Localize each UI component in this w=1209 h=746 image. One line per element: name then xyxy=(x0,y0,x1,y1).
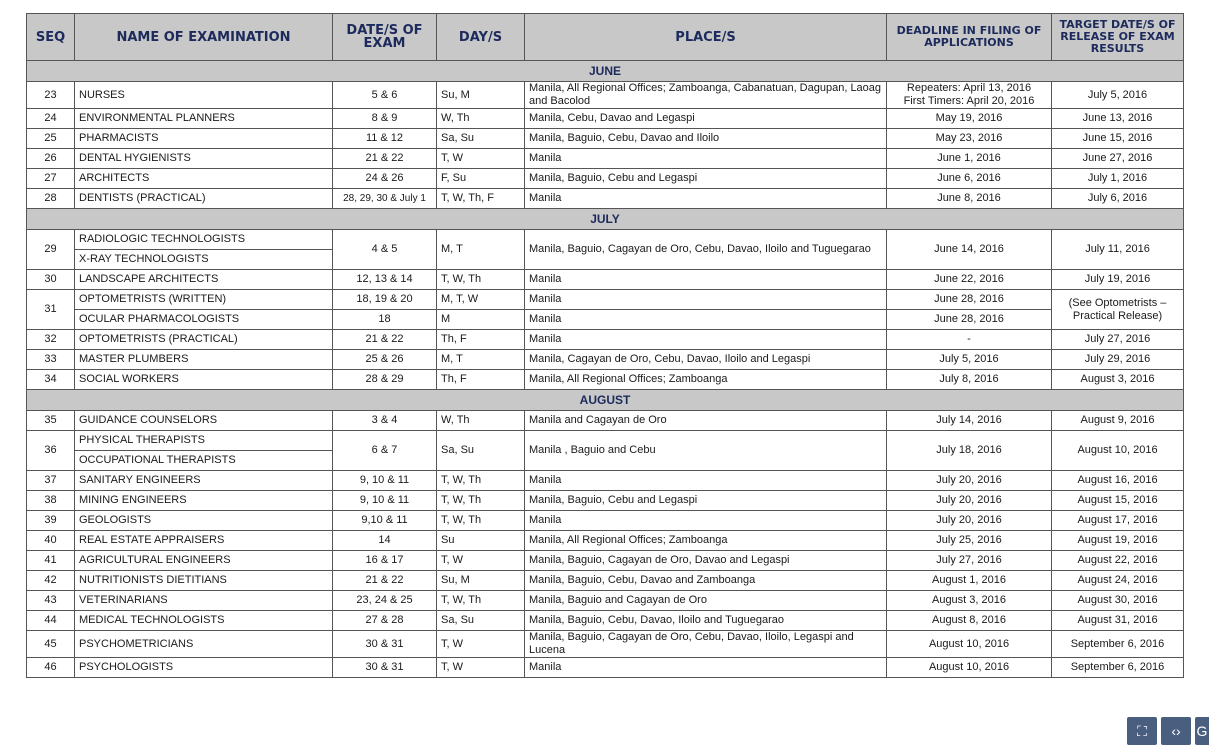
exam-places-cell: Manila xyxy=(525,149,887,169)
exam-days-cell: T, W xyxy=(437,149,525,169)
release-cell: August 3, 2016 xyxy=(1052,370,1184,390)
exam-dates-cell: 25 & 26 xyxy=(333,350,437,370)
exam-dates-cell: 30 & 31 xyxy=(333,658,437,678)
exam-name-cell: NURSES xyxy=(75,82,333,109)
exam-name-cell: SANITARY ENGINEERS xyxy=(75,471,333,491)
exam-days-cell: T, W, Th xyxy=(437,270,525,290)
deadline-cell: July 25, 2016 xyxy=(887,531,1052,551)
exam-places-cell: Manila xyxy=(525,471,887,491)
exam-name-cell: GUIDANCE COUNSELORS xyxy=(75,411,333,431)
release-cell: June 15, 2016 xyxy=(1052,129,1184,149)
seq-cell: 39 xyxy=(27,511,75,531)
release-cell: August 16, 2016 xyxy=(1052,471,1184,491)
seq-cell: 27 xyxy=(27,169,75,189)
exam-days-cell: T, W xyxy=(437,551,525,571)
exam-places-cell: Manila, All Regional Offices; Zamboanga, Cabanatuan, Dagupan, Laoag and Bacolod xyxy=(525,82,887,109)
exam-places-cell: Manila xyxy=(525,310,887,330)
exam-days-cell: T, W, Th xyxy=(437,471,525,491)
seq-cell: 40 xyxy=(27,531,75,551)
exam-places-cell: Manila, Baguio, Cagayan de Oro, Davao and Legaspi xyxy=(525,551,887,571)
table-row xyxy=(27,658,1184,678)
exam-dates-cell: 23, 24 & 25 xyxy=(333,591,437,611)
exam-places-cell: Manila, Baguio, Cebu, Davao and Iloilo xyxy=(525,129,887,149)
exam-dates-cell: 5 & 6 xyxy=(333,82,437,109)
deadline-first-timers: First Timers: April 20, 2016 xyxy=(903,95,1035,107)
release-cell: July 29, 2016 xyxy=(1052,350,1184,370)
exam-places-cell: Manila, Baguio, Cebu, Davao and Zamboanga xyxy=(525,571,887,591)
exam-days-cell: T, W xyxy=(437,658,525,678)
release-cell: July 6, 2016 xyxy=(1052,189,1184,209)
exam-days-cell: M, T, W xyxy=(437,290,525,310)
seq-cell: 29 xyxy=(27,230,75,270)
exam-dates-cell: 28, 29, 30 & July 1 xyxy=(333,189,437,209)
table-row xyxy=(27,129,1184,149)
exam-dates-cell: 11 & 12 xyxy=(333,129,437,149)
exam-name-cell: GEOLOGISTS xyxy=(75,511,333,531)
exam-name-cell: PHYSICAL THERAPISTS xyxy=(75,431,333,451)
table-row xyxy=(27,411,1184,431)
exam-name-cell: LANDSCAPE ARCHITECTS xyxy=(75,270,333,290)
exam-dates-cell: 9, 10 & 11 xyxy=(333,491,437,511)
exam-places-cell: Manila xyxy=(525,658,887,678)
exam-name-cell: PSYCHOLOGISTS xyxy=(75,658,333,678)
exam-days-cell: T, W, Th xyxy=(437,491,525,511)
seq-cell: 37 xyxy=(27,471,75,491)
exam-places-cell: Manila, Baguio, Cebu, Davao, Iloilo and Tuguegarao xyxy=(525,611,887,631)
deadline-cell: August 10, 2016 xyxy=(887,631,1052,658)
release-cell: August 24, 2016 xyxy=(1052,571,1184,591)
exam-dates-cell: 6 & 7 xyxy=(333,431,437,471)
release-cell: August 15, 2016 xyxy=(1052,491,1184,511)
seq-cell: 36 xyxy=(27,431,75,471)
deadline-cell: - xyxy=(887,330,1052,350)
exam-schedule-table xyxy=(26,13,1184,678)
collapse-arrows-icon[interactable]: ‹› xyxy=(1161,717,1191,745)
seq-cell: 41 xyxy=(27,551,75,571)
deadline-cell: July 5, 2016 xyxy=(887,350,1052,370)
exam-dates-cell: 16 & 17 xyxy=(333,551,437,571)
table-row xyxy=(27,631,1184,658)
table-row xyxy=(27,290,1184,310)
deadline-cell: July 20, 2016 xyxy=(887,511,1052,531)
seq-cell: 31 xyxy=(27,290,75,330)
month-june: JUNE xyxy=(27,61,1184,82)
deadline-cell xyxy=(887,82,1052,109)
table-row xyxy=(27,491,1184,511)
release-cell: August 17, 2016 xyxy=(1052,511,1184,531)
table-row xyxy=(27,189,1184,209)
release-cell: (See Optometrists – Practical Release) xyxy=(1052,290,1184,330)
deadline-cell: May 19, 2016 xyxy=(887,109,1052,129)
release-cell: August 9, 2016 xyxy=(1052,411,1184,431)
exam-name-cell: MEDICAL TECHNOLOGISTS xyxy=(75,611,333,631)
table-row xyxy=(27,310,1184,330)
seq-cell: 35 xyxy=(27,411,75,431)
deadline-cell: June 1, 2016 xyxy=(887,149,1052,169)
table-row xyxy=(27,169,1184,189)
exam-days-cell: M xyxy=(437,310,525,330)
exam-name-cell: OCULAR PHARMACOLOGISTS xyxy=(75,310,333,330)
exam-days-cell: T, W, Th, F xyxy=(437,189,525,209)
deadline-cell: June 28, 2016 xyxy=(887,290,1052,310)
header-row xyxy=(27,14,1184,61)
release-cell: September 6, 2016 xyxy=(1052,658,1184,678)
exam-dates-cell: 18 xyxy=(333,310,437,330)
exam-name-cell: OPTOMETRISTS (PRACTICAL) xyxy=(75,330,333,350)
exam-days-cell: M, T xyxy=(437,230,525,270)
deadline-cell: May 23, 2016 xyxy=(887,129,1052,149)
release-cell: August 31, 2016 xyxy=(1052,611,1184,631)
table-row xyxy=(27,471,1184,491)
seq-cell: 33 xyxy=(27,350,75,370)
release-cell: July 11, 2016 xyxy=(1052,230,1184,270)
exam-places-cell: Manila xyxy=(525,189,887,209)
exam-places-cell: Manila and Cagayan de Oro xyxy=(525,411,887,431)
deadline-cell: July 18, 2016 xyxy=(887,431,1052,471)
seq-cell: 45 xyxy=(27,631,75,658)
seq-cell: 46 xyxy=(27,658,75,678)
deadline-cell: June 28, 2016 xyxy=(887,310,1052,330)
deadline-cell: August 1, 2016 xyxy=(887,571,1052,591)
exam-dates-cell: 3 & 4 xyxy=(333,411,437,431)
exam-dates-cell: 9, 10 & 11 xyxy=(333,471,437,491)
deadline-cell: August 8, 2016 xyxy=(887,611,1052,631)
table-row xyxy=(27,611,1184,631)
table-row xyxy=(27,149,1184,169)
exam-dates-cell: 28 & 29 xyxy=(333,370,437,390)
release-cell: August 19, 2016 xyxy=(1052,531,1184,551)
seq-cell: 24 xyxy=(27,109,75,129)
exam-name-cell: PSYCHOMETRICIANS xyxy=(75,631,333,658)
table-row xyxy=(27,330,1184,350)
deadline-cell: August 3, 2016 xyxy=(887,591,1052,611)
deadline-cell: July 27, 2016 xyxy=(887,551,1052,571)
exam-dates-cell: 18, 19 & 20 xyxy=(333,290,437,310)
exam-name-cell: MASTER PLUMBERS xyxy=(75,350,333,370)
exam-dates-cell: 21 & 22 xyxy=(333,571,437,591)
table-row xyxy=(27,270,1184,290)
table-row xyxy=(27,230,1184,250)
exam-name-cell: OCCUPATIONAL THERAPISTS xyxy=(75,451,333,471)
exam-days-cell: W, Th xyxy=(437,411,525,431)
exam-days-cell: Su, M xyxy=(437,82,525,109)
exam-days-cell: M, T xyxy=(437,350,525,370)
release-cell: September 6, 2016 xyxy=(1052,631,1184,658)
month-august: AUGUST xyxy=(27,390,1184,411)
exam-name-cell: OPTOMETRISTS (WRITTEN) xyxy=(75,290,333,310)
exam-dates-cell: 12, 13 & 14 xyxy=(333,270,437,290)
exam-name-cell: X-RAY TECHNOLOGISTS xyxy=(75,250,333,270)
exam-places-cell: Manila, All Regional Offices; Zamboanga xyxy=(525,531,887,551)
deadline-repeaters: Repeaters: April 13, 2016 xyxy=(906,82,1032,94)
exam-dates-cell: 30 & 31 xyxy=(333,631,437,658)
exam-dates-cell: 14 xyxy=(333,531,437,551)
exam-name-cell: PHARMACISTS xyxy=(75,129,333,149)
table-row xyxy=(27,591,1184,611)
release-cell: July 1, 2016 xyxy=(1052,169,1184,189)
header-places: PLACE/S xyxy=(525,14,887,61)
table-row xyxy=(27,551,1184,571)
exam-places-cell: Manila xyxy=(525,270,887,290)
table-row xyxy=(27,370,1184,390)
release-cell: August 30, 2016 xyxy=(1052,591,1184,611)
table-row xyxy=(27,109,1184,129)
exam-days-cell: T, W, Th xyxy=(437,511,525,531)
deadline-cell: June 22, 2016 xyxy=(887,270,1052,290)
fullscreen-icon[interactable]: ⛶ xyxy=(1127,717,1157,745)
release-cell: June 27, 2016 xyxy=(1052,149,1184,169)
deadline-cell: June 14, 2016 xyxy=(887,230,1052,270)
exam-places-cell: Manila, Baguio, Cebu and Legaspi xyxy=(525,169,887,189)
release-cell: July 5, 2016 xyxy=(1052,82,1184,109)
exam-days-cell: Th, F xyxy=(437,370,525,390)
exam-places-cell: Manila, Cagayan de Oro, Cebu, Davao, Iloilo and Legaspi xyxy=(525,350,887,370)
seq-cell: 30 xyxy=(27,270,75,290)
release-cell: August 22, 2016 xyxy=(1052,551,1184,571)
exam-places-cell: Manila, Baguio, Cagayan de Oro, Cebu, Davao, Iloilo and Tuguegarao xyxy=(525,230,887,270)
header-days: DAY/S xyxy=(437,14,525,61)
table-row xyxy=(27,350,1184,370)
release-cell: August 10, 2016 xyxy=(1052,431,1184,471)
exam-name-cell: DENTAL HYGIENISTS xyxy=(75,149,333,169)
exam-places-cell: Manila , Baguio and Cebu xyxy=(525,431,887,471)
seq-cell: 43 xyxy=(27,591,75,611)
exam-dates-cell: 4 & 5 xyxy=(333,230,437,270)
exam-days-cell: T, W xyxy=(437,631,525,658)
exam-name-cell: NUTRITIONISTS DIETITIANS xyxy=(75,571,333,591)
exam-days-cell: Su, M xyxy=(437,571,525,591)
exam-name-cell: SOCIAL WORKERS xyxy=(75,370,333,390)
table-row xyxy=(27,82,1184,109)
exam-dates-cell: 24 & 26 xyxy=(333,169,437,189)
seq-cell: 34 xyxy=(27,370,75,390)
header-deadline: DEADLINE IN FILING OF APPLICATIONS xyxy=(887,14,1052,61)
exam-dates-cell: 21 & 22 xyxy=(333,149,437,169)
header-seq: SEQ xyxy=(27,14,75,61)
exam-dates-cell: 27 & 28 xyxy=(333,611,437,631)
release-cell: July 27, 2016 xyxy=(1052,330,1184,350)
exam-name-cell: ARCHITECTS xyxy=(75,169,333,189)
seq-cell: 42 xyxy=(27,571,75,591)
seq-cell: 38 xyxy=(27,491,75,511)
exam-days-cell: Th, F xyxy=(437,330,525,350)
exam-places-cell: Manila xyxy=(525,511,887,531)
exam-places-cell: Manila, Cebu, Davao and Legaspi xyxy=(525,109,887,129)
partial-icon[interactable]: G xyxy=(1195,717,1209,745)
table-row xyxy=(27,511,1184,531)
exam-days-cell: Sa, Su xyxy=(437,129,525,149)
seq-cell: 32 xyxy=(27,330,75,350)
seq-cell: 28 xyxy=(27,189,75,209)
exam-name-cell: VETERINARIANS xyxy=(75,591,333,611)
exam-dates-cell: 8 & 9 xyxy=(333,109,437,129)
seq-cell: 44 xyxy=(27,611,75,631)
exam-places-cell: Manila, Baguio and Cagayan de Oro xyxy=(525,591,887,611)
exam-days-cell: W, Th xyxy=(437,109,525,129)
release-cell: July 19, 2016 xyxy=(1052,270,1184,290)
exam-name-cell: RADIOLOGIC TECHNOLOGISTS xyxy=(75,230,333,250)
deadline-cell: July 14, 2016 xyxy=(887,411,1052,431)
exam-places-cell: Manila, All Regional Offices; Zamboanga xyxy=(525,370,887,390)
exam-name-cell: AGRICULTURAL ENGINEERS xyxy=(75,551,333,571)
deadline-cell: June 6, 2016 xyxy=(887,169,1052,189)
header-release: TARGET DATE/S OF RELEASE OF EXAM RESULTS xyxy=(1052,14,1184,61)
header-name: NAME OF EXAMINATION xyxy=(75,14,333,61)
seq-cell: 26 xyxy=(27,149,75,169)
exam-dates-cell: 21 & 22 xyxy=(333,330,437,350)
deadline-cell: June 8, 2016 xyxy=(887,189,1052,209)
exam-days-cell: Su xyxy=(437,531,525,551)
exam-name-cell: ENVIRONMENTAL PLANNERS xyxy=(75,109,333,129)
seq-cell: 25 xyxy=(27,129,75,149)
exam-places-cell: Manila, Baguio, Cagayan de Oro, Cebu, Davao, Iloilo, Legaspi and Lucena xyxy=(525,631,887,658)
table-row xyxy=(27,431,1184,451)
exam-dates-cell: 9,10 & 11 xyxy=(333,511,437,531)
header-dates: DATE/S OF EXAM xyxy=(333,14,437,61)
exam-days-cell: Sa, Su xyxy=(437,431,525,471)
deadline-cell: July 8, 2016 xyxy=(887,370,1052,390)
deadline-cell: July 20, 2016 xyxy=(887,491,1052,511)
deadline-cell: July 20, 2016 xyxy=(887,471,1052,491)
exam-name-cell: REAL ESTATE APPRAISERS xyxy=(75,531,333,551)
month-july: JULY xyxy=(27,209,1184,230)
exam-days-cell: Sa, Su xyxy=(437,611,525,631)
exam-days-cell: F, Su xyxy=(437,169,525,189)
release-cell: June 13, 2016 xyxy=(1052,109,1184,129)
exam-days-cell: T, W, Th xyxy=(437,591,525,611)
exam-places-cell: Manila xyxy=(525,330,887,350)
exam-name-cell: MINING ENGINEERS xyxy=(75,491,333,511)
viewer-controls xyxy=(1127,716,1209,746)
deadline-cell: August 10, 2016 xyxy=(887,658,1052,678)
exam-places-cell: Manila, Baguio, Cebu and Legaspi xyxy=(525,491,887,511)
seq-cell: 23 xyxy=(27,82,75,109)
exam-places-cell: Manila xyxy=(525,290,887,310)
exam-name-cell: DENTISTS (PRACTICAL) xyxy=(75,189,333,209)
table-row xyxy=(27,531,1184,551)
table-row xyxy=(27,571,1184,591)
